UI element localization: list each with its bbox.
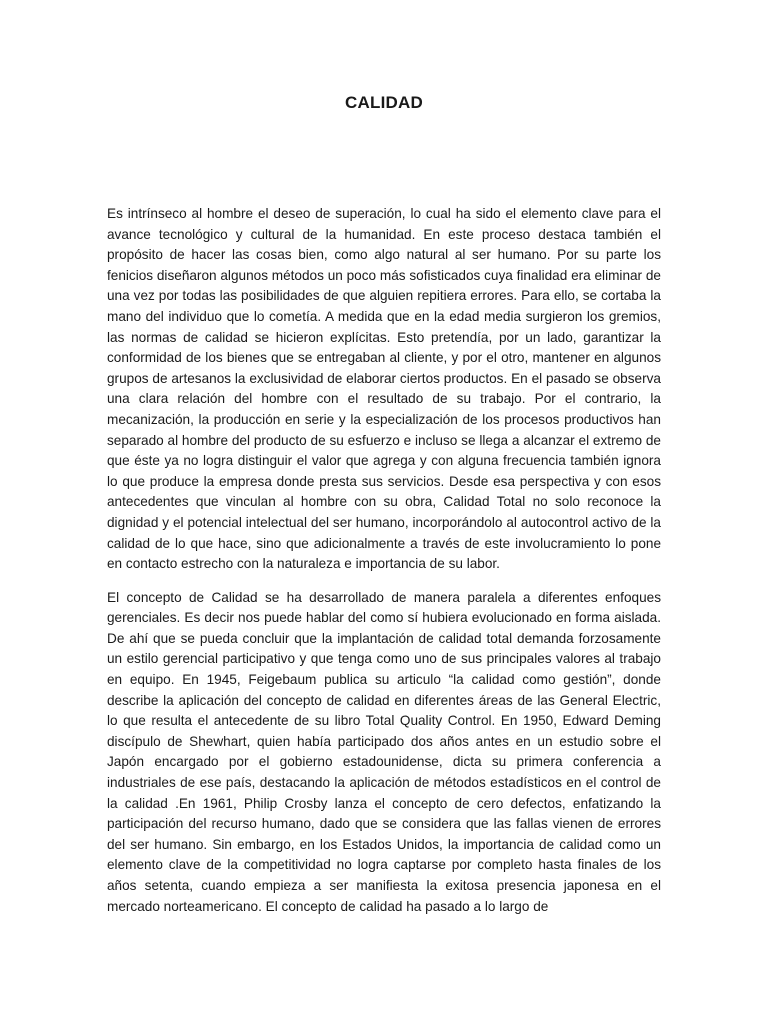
document-body (107, 204, 661, 930)
body-paragraph: El concepto de Calidad se ha desarrollado de manera paralela a diferentes enfoques gerenciales. Es decir nos puede hablar del como sí hubiera evolucionado en forma aislada. De ahí que se pueda concluir que la implantación de calidad total demanda forzosamente un estilo gerencial participativo y que tenga como uno de sus principales valores al trabajo en equipo. En 1945, Feigebaum publica su articulo “la calidad como gestión”, donde describe la aplicación del concepto de calidad en diferentes áreas de las General Electric, lo que resulta el antecedente de su libro Total Quality Control. En 1950, Edward Deming discípulo de Shewhart, quien había participado dos años antes en un estudio sobre el Japón encargado por el gobierno estadounidense, dicta su primera conferencia a industriales de ese país, destacando la aplicación de métodos estadísticos en el control de la calidad .En 1961, Philip Crosby lanza el concepto de cero defectos, enfatizando la participación del recurso humano, dado que se considera que las fallas vienen de errores del ser humano. Sin embargo, en los Estados Unidos, la importancia de calidad como un elemento clave de la competitividad no logra captarse por completo hasta finales de los años setenta, cuando empieza a ser manifiesta la exitosa presencia japonesa en el mercado norteamericano. El concepto de calidad ha pasado a lo largo de (107, 589, 661, 914)
body-paragraph: Es intrínseco al hombre el deseo de superación, lo cual ha sido el elemento clave para el avance tecnológico y cultural de la humanidad. En este proceso destaca también el propósito de hacer las cosas bien, como algo natural al ser humano. Por su parte los fenicios diseñaron algunos métodos un poco más sofisticados cuya finalidad era eliminar de una vez por todas las posibilidades de que alguien repitiera errores. Para ello, se cortaba la mano del individuo que lo cometía. A medida que en la edad media surgieron los gremios, las normas de calidad se hicieron explícitas. Esto pretendía, por un lado, garantizar la conformidad de los bienes que se entregaban al cliente, y por el otro, mantener en algunos grupos de artesanos la exclusividad de elaborar ciertos productos. En el pasado se observa una clara relación del hombre con el resultado de su trabajo. Por el contrario, la mecanización, la producción en serie y la especialización de los procesos productivos han separado al hombre del producto de su esfuerzo e incluso se llega a alcanzar el extremo de que éste ya no logra distinguir el valor que agrega y con alguna frecuencia también ignora lo que produce la empresa donde presta sus servicios. Desde esa perspectiva y con esos antecedentes que vinculan al hombre con su obra, Calidad Total no solo reconoce la dignidad y el potencial intelectual del ser humano, incorporándolo al autocontrol activo de la calidad de lo que hace, sino que adicionalmente a través de este involucramiento lo pone en contacto estrecho con la naturaleza e importancia de su labor. (107, 206, 661, 572)
document-title: CALIDAD (345, 93, 423, 112)
